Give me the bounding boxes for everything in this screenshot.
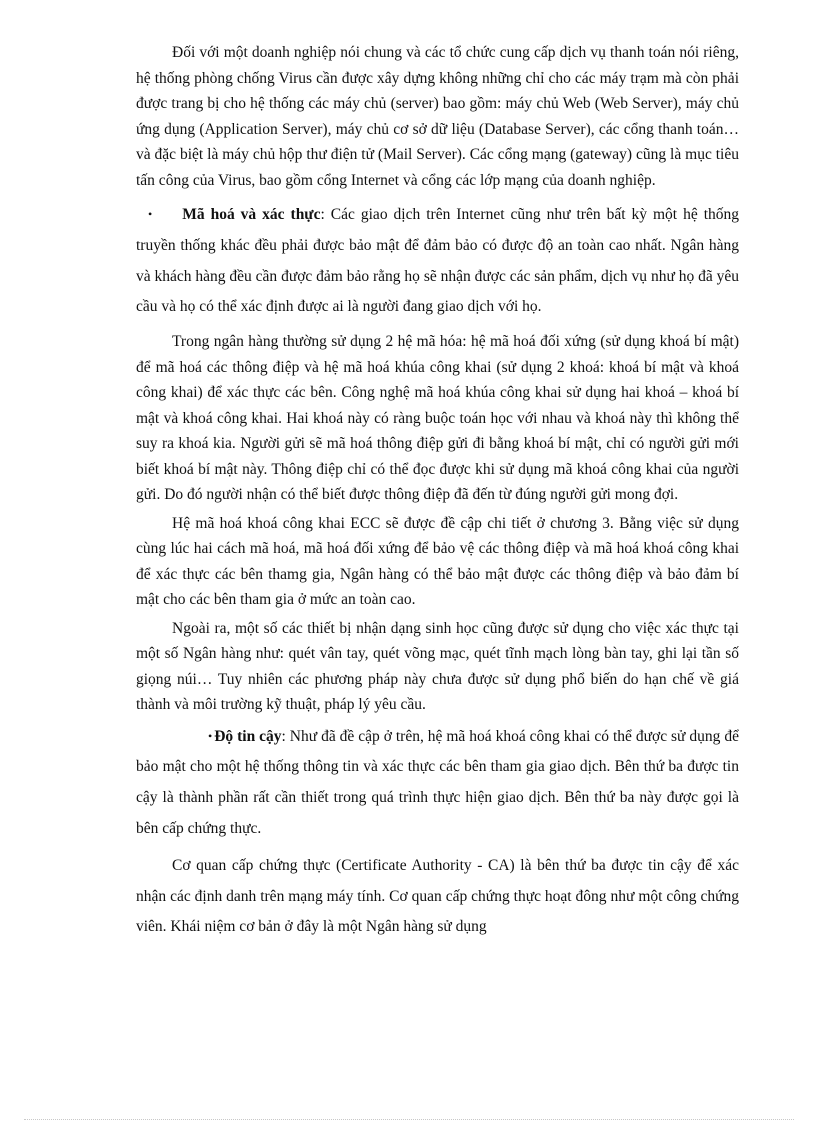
paragraph-encryption-text: : Các giao dịch trên Internet cũng như trên bất kỳ một hệ thống truyền thống khác đều phải được bảo mật để đảm bảo có được độ an toàn cao nhất. Ngân hàng và khách hàng đều cần được đảm bảo rằng họ sẽ nhận được các sản phẩm, dịch vụ như họ đã yêu cầu và họ có thể xác định được ai là người đang giao dịch với họ. bbox=[136, 206, 740, 316]
paragraph-ecc: Hệ mã hoá khoá công khai ECC sẽ được đề cập chi tiết ở chương 3. Bằng việc sử dụng cùng lúc hai cách mã hoá, mã hoá đối xứng để bảo vệ các thông điệp và mã hoá khoá công khai để xác thực các bên thamg gia, Ngân hàng có thể bảo mật được các thông điệp và bảo đảm bí mật cho các bên tham gia ở mức an toàn cao. bbox=[136, 514, 739, 609]
paragraph-antivirus: Đối với một doanh nghiệp nói chung và các tổ chức cung cấp dịch vụ thanh toán nói riêng, hệ thống phòng chống Virus cần được xây dựng không những chỉ cho các máy trạm mà còn phải được trang bị cho hệ thống các máy chủ (server) bao gồm: máy chủ Web (Web Server), máy chủ ứng dụng (Application Server), máy chủ cơ sở dữ liệu (Database Server), các cổng thanh toán… và đặc biệt là máy chủ hộp thư điện tử (Mail Server). Các cổng mạng (gateway) cũng là mục tiêu tấn công của Virus, bao gồm cổng Internet và cổng các lớp mạng của doanh nghiệp. bbox=[136, 44, 739, 189]
section-heading-encryption: Mã hoá và xác thực bbox=[182, 206, 321, 223]
paragraph-trust-text: : Như đã đề cập ở trên, hệ mã hoá khoá công khai có thể được sử dụng để bảo mật cho một hệ thống thông tin và xác thực các bên tham gia giao dịch. Bên thứ ba được tin cậy là thành phần rất cần thiết trong quá trình thực hiện giao dịch. Bên thứ ba này được gọi là bên cấp chứng thực. bbox=[136, 727, 739, 838]
paragraph-trust bbox=[136, 721, 739, 845]
paragraph-certificate-authority: Cơ quan cấp chứng thực (Certificate Authority - CA) là bên thứ ba được tin cậy để xác nhận các định danh trên mạng máy tính. Cơ quan cấp chứng thực hoạt đông như một công chứng viên. Khái niệm cơ bản ở đây là một Ngân hàng sử dụng bbox=[136, 856, 739, 936]
section-heading-trust: Độ tin cậy bbox=[214, 727, 282, 745]
paragraph-biometrics: Ngoài ra, một số các thiết bị nhận dạng sinh học cũng được sử dụng cho việc xác thực tại một số Ngân hàng như: quét vân tay, quét võng mạc, quét tĩnh mạch lòng bàn tay, ghi lại tần số giọng núi… Tuy nhiên các phương pháp này chưa được sử dụng phổ biến do hạn chế về giá thành và môi trường kỹ thuật, pháp lý yêu cầu. bbox=[136, 619, 739, 714]
paragraph-encryption-authentication bbox=[136, 199, 739, 323]
document-page bbox=[136, 40, 739, 943]
paragraph-bank-cryptosystems: Trong ngân hàng thường sử dụng 2 hệ mã hóa: hệ mã hoá đối xứng (sử dụng khoá bí mật) để mã hoá các thông điệp và hệ mã hoá khúa công khai (sử dụng 2 khoá: khoá bí mật và khoá công khai) để xác thực các bên. Công nghệ mã hoá khúa công khai sử dụng hai khoá – khoá bí mật và khoá công khai. Hai khoá này có ràng buộc toán học với nhau và khoá này thì không thể suy ra khoá kia. Người gửi sẽ mã hoá thông điệp gửi đi bằng khoá bí mật, chỉ có người gửi mới biết khoá bí mật này. Thông điệp chỉ có thể đọc được khi sử dụng mã khoá công khai của người gửi. Do đó người nhận có thể biết được thông điệp đã đến từ đúng người gửi mong đợi. bbox=[136, 333, 739, 504]
bullet-icon: • bbox=[208, 728, 213, 743]
page-bottom-border bbox=[24, 1119, 794, 1120]
bullet-icon: • bbox=[148, 207, 153, 221]
